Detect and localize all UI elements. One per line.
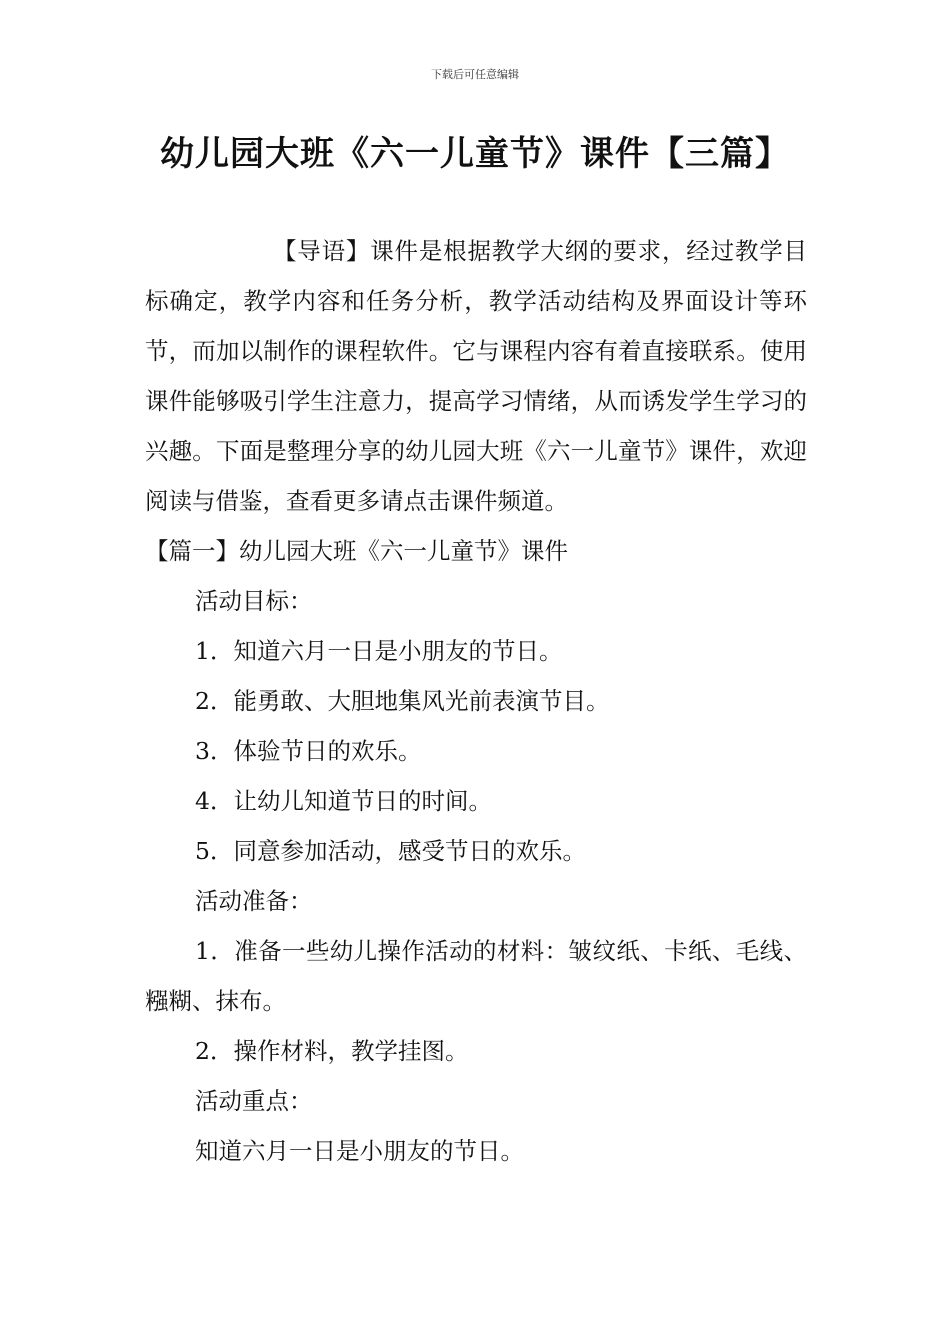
document-title: 幼儿园大班《六一儿童节》课件【三篇】: [160, 134, 790, 174]
goal-item: 3．体验节日的欢乐。: [195, 737, 422, 765]
goal-item: 2．能勇敢、大胆地集风光前表演节目。: [195, 687, 610, 715]
prep-heading: 活动准备：: [195, 887, 313, 915]
intro-paragraph: 【导语】课件是根据教学大纲的要求，经过教学目标确定，教学内容和任务分析，教学活动结构及界面设计等环节，而加以制作的课程软件。它与课程内容有着直接联系。使用课件能够吸引学生注意力，提高学习情绪，从而诱发学生学习的兴趣。下面是整理分享的幼儿园大班《六一儿童节》课件，欢迎阅读与借鉴，查看更多请点击课件频道。: [145, 237, 807, 515]
goal-item: 4．让幼儿知道节日的时间。: [195, 787, 492, 815]
key-point: 知道六月一日是小朋友的节日。: [195, 1137, 524, 1165]
goal-item: 5．同意参加活动，感受节日的欢乐。: [195, 837, 586, 865]
prep-item: 1．准备一些幼儿操作活动的材料：皱纹纸、卡纸、毛线、糨糊、抹布。: [145, 937, 807, 1015]
header-note: 下载后可任意编辑: [431, 68, 519, 81]
key-heading: 活动重点：: [195, 1087, 313, 1115]
document-body: [145, 226, 807, 1176]
goals-heading: 活动目标：: [195, 587, 313, 615]
prep-item: 2．操作材料，教学挂图。: [195, 1037, 469, 1065]
section-heading: 【篇一】幼儿园大班《六一儿童节》课件: [145, 537, 568, 565]
goal-item: 1．知道六月一日是小朋友的节日。: [195, 637, 563, 665]
